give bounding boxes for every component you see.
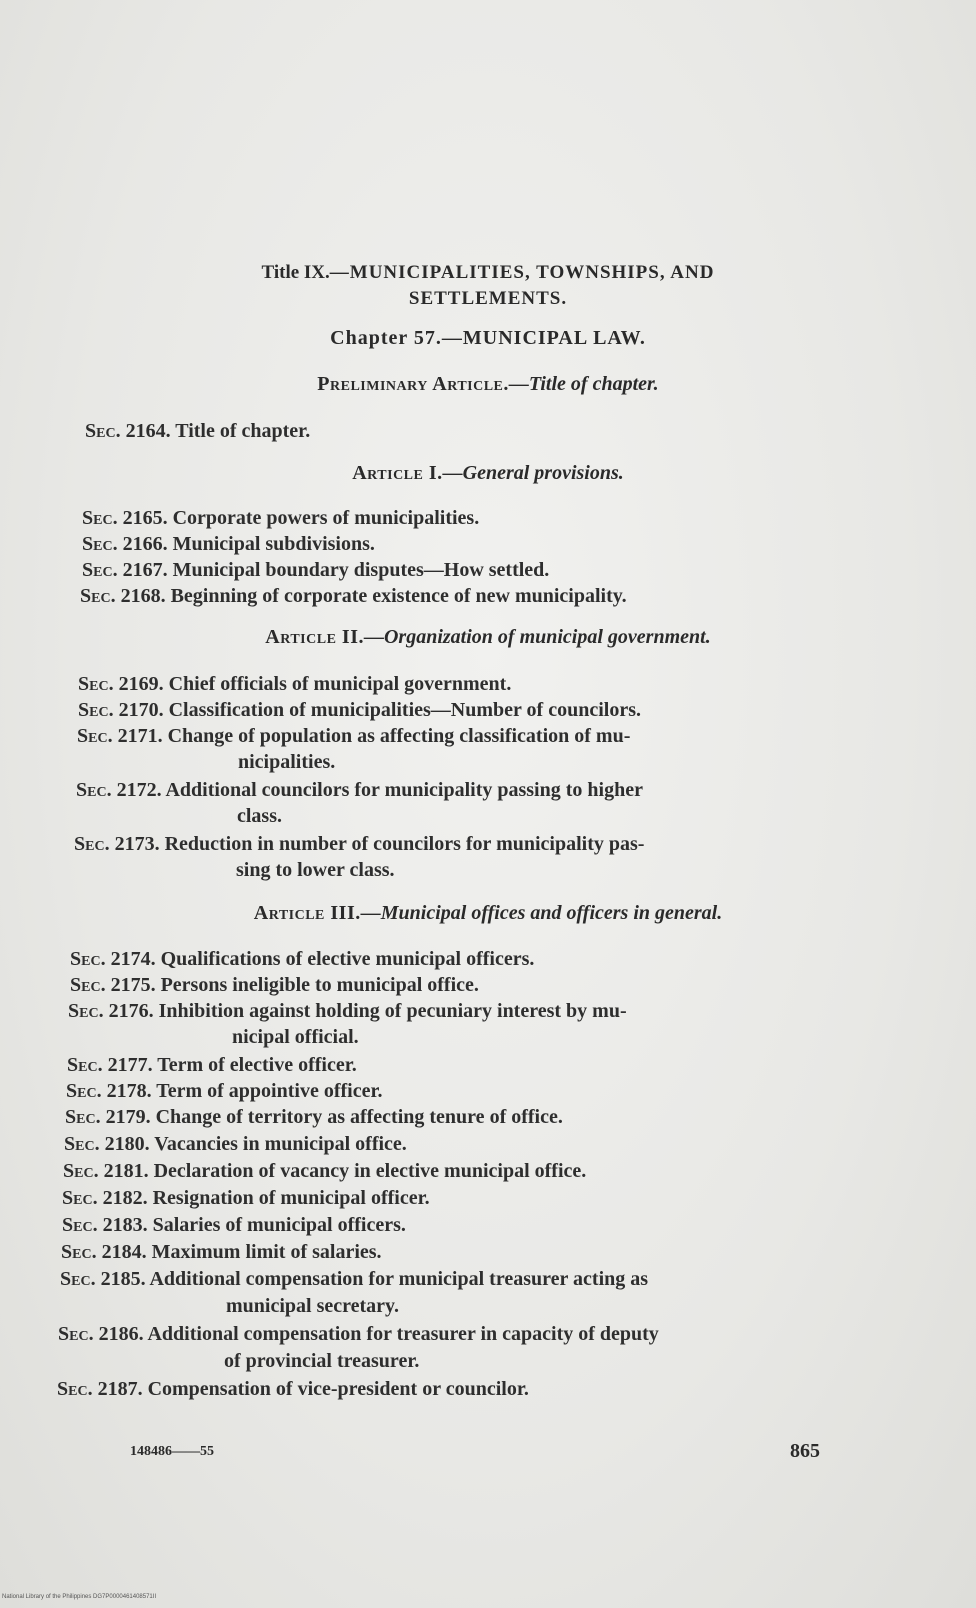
title-line-1 xyxy=(0,262,976,284)
section-number: Sec. 2175. xyxy=(70,974,156,996)
section-title: Salaries of municipal officers. xyxy=(152,1214,406,1236)
section-number: Sec. 2177. xyxy=(67,1054,153,1076)
section-number: Sec. 2183. xyxy=(62,1214,148,1236)
section-number: Sec. 2185. xyxy=(60,1268,146,1290)
section-number: Sec. 2181. xyxy=(63,1160,149,1182)
section-continuation: class. xyxy=(237,805,282,827)
section-title: Term of appointive officer. xyxy=(156,1080,383,1102)
section-number: Sec. 2178. xyxy=(66,1080,152,1102)
section-title: Title of chapter. xyxy=(175,420,311,442)
article-label: Article II. xyxy=(265,626,364,648)
section-number: Sec. 2187. xyxy=(57,1378,143,1400)
section-entry xyxy=(78,671,511,698)
article-subject: —General provisions. xyxy=(442,462,624,484)
section-title: Term of elective officer. xyxy=(157,1054,357,1076)
section-entry xyxy=(63,1158,586,1185)
article-subject: —Municipal offices and officers in general. xyxy=(360,902,723,924)
section-entry xyxy=(66,1078,383,1105)
section-entry xyxy=(76,777,643,804)
section-title: Change of population as affecting classification of mu- xyxy=(167,725,631,747)
section-title: Beginning of corporate existence of new municipality. xyxy=(170,585,627,607)
section-number: Sec. 2186. xyxy=(58,1323,144,1345)
section-title: Compensation of vice-president or councilor. xyxy=(147,1378,529,1400)
title-line-2: SETTLEMENTS. xyxy=(408,288,568,309)
article-2-heading xyxy=(0,626,976,649)
section-number: Sec. 2176. xyxy=(68,1000,154,1022)
section-number: Sec. 2166. xyxy=(82,533,168,555)
section-title: Vacancies in municipal office. xyxy=(154,1133,407,1155)
section-entry xyxy=(57,1376,529,1403)
section-entry xyxy=(64,1131,407,1158)
section-number: Sec. 2170. xyxy=(78,699,164,721)
section-entry xyxy=(62,1185,430,1212)
article-label: Article III. xyxy=(253,902,361,924)
section-number: Sec. 2173. xyxy=(74,833,160,855)
section-title: Additional compensation for municipal treasurer acting as xyxy=(149,1268,649,1290)
section-entry xyxy=(74,831,644,858)
section-entry xyxy=(77,723,630,750)
section-entry xyxy=(78,697,641,724)
section-title: Inhibition against holding of pecuniary interest by mu- xyxy=(158,1000,627,1022)
section-entry xyxy=(58,1321,659,1348)
section-entry xyxy=(82,531,375,558)
section-entry xyxy=(80,583,627,610)
section-title: Reduction in number of councilors for municipality pas- xyxy=(164,833,645,855)
library-stamp: National Library of the Philippines DG7P0000461408571II xyxy=(2,1594,157,1600)
section-continuation: of provincial treasurer. xyxy=(224,1350,420,1372)
article-subject: —Organization of municipal government. xyxy=(363,626,711,648)
section-title: Declaration of vacancy in elective municipal office. xyxy=(153,1160,587,1182)
title-rest: —MUNICIPALITIES, TOWNSHIPS, AND xyxy=(329,262,715,283)
chapter-heading xyxy=(0,327,976,350)
chapter-label: Chapter 57. xyxy=(330,327,442,349)
article-3-heading xyxy=(0,902,976,925)
section-title: Classification of municipalities—Number of councilors. xyxy=(168,699,641,721)
section-title: Municipal subdivisions. xyxy=(172,533,375,555)
section-number: Sec. 2174. xyxy=(70,948,156,970)
section-continuation: nicipal official. xyxy=(232,1026,359,1048)
section-number: Sec. 2168. xyxy=(80,585,166,607)
section-entry xyxy=(85,418,310,445)
section-entry xyxy=(65,1104,563,1131)
preliminary-subject: —Title of chapter. xyxy=(508,373,659,395)
section-number: Sec. 2180. xyxy=(64,1133,150,1155)
section-title: Resignation of municipal officer. xyxy=(152,1187,430,1209)
preliminary-label: Preliminary Article. xyxy=(317,373,509,395)
section-entry xyxy=(82,557,549,584)
section-number: Sec. 2169. xyxy=(78,673,164,695)
section-entry xyxy=(61,1239,382,1266)
section-number: Sec. 2164. xyxy=(85,420,171,442)
section-entry xyxy=(82,505,479,532)
section-title: Corporate powers of municipalities. xyxy=(172,507,480,529)
section-title: Additional compensation for treasurer in capacity of deputy xyxy=(147,1323,659,1345)
section-number: Sec. 2172. xyxy=(76,779,162,801)
chapter-name: —MUNICIPAL LAW. xyxy=(441,327,646,349)
section-entry xyxy=(62,1212,406,1239)
section-continuation: sing to lower class. xyxy=(236,859,395,881)
title-lead: Title IX. xyxy=(261,262,330,283)
section-entry xyxy=(67,1052,357,1079)
section-entry xyxy=(70,946,534,973)
section-title: Maximum limit of salaries. xyxy=(151,1241,382,1263)
preliminary-article-heading xyxy=(0,373,976,396)
section-number: Sec. 2182. xyxy=(62,1187,148,1209)
printer-signature: 148486——55 xyxy=(130,1444,214,1459)
section-title: Qualifications of elective municipal officers. xyxy=(160,948,535,970)
section-entry xyxy=(68,998,627,1025)
section-entry xyxy=(60,1266,648,1293)
section-title: Chief officials of municipal government. xyxy=(168,673,512,695)
section-title: Additional councilors for municipality passing to higher xyxy=(165,779,643,801)
section-entry xyxy=(70,972,479,999)
section-number: Sec. 2165. xyxy=(82,507,168,529)
section-title: Municipal boundary disputes—How settled. xyxy=(172,559,550,581)
section-continuation: municipal secretary. xyxy=(226,1295,399,1317)
section-number: Sec. 2167. xyxy=(82,559,168,581)
section-number: Sec. 2179. xyxy=(65,1106,151,1128)
page-number: 865 xyxy=(790,1440,820,1462)
article-label: Article I. xyxy=(352,462,443,484)
section-number: Sec. 2171. xyxy=(77,725,163,747)
section-title: Persons ineligible to municipal office. xyxy=(160,974,479,996)
section-continuation: nicipalities. xyxy=(238,751,336,773)
section-title: Change of territory as affecting tenure of office. xyxy=(155,1106,563,1128)
article-1-heading xyxy=(0,462,976,485)
section-number: Sec. 2184. xyxy=(61,1241,147,1263)
